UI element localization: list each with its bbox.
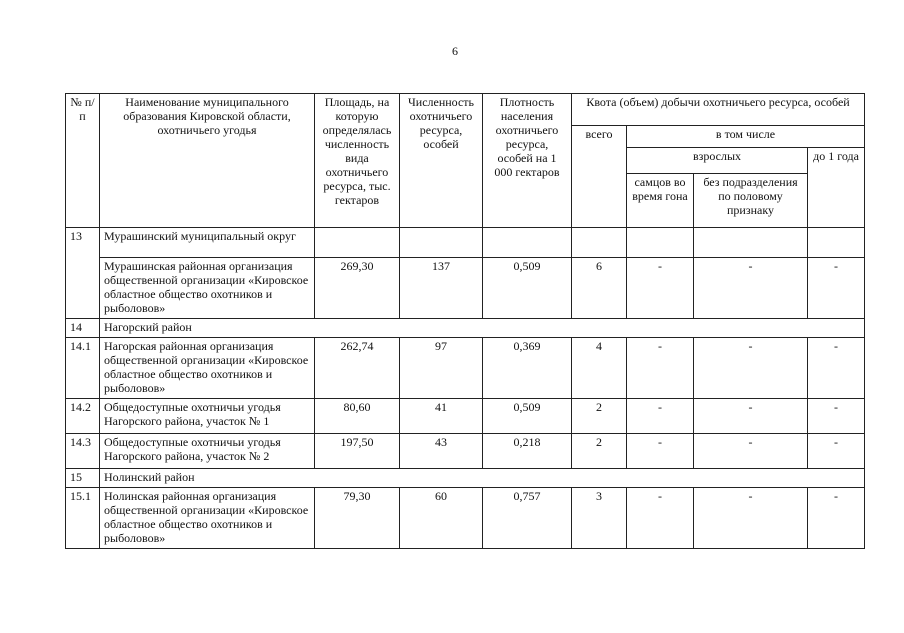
cell-area — [315, 228, 400, 258]
header-count: Численность охотничьего ресурса, особей — [400, 94, 483, 228]
cell-total: 2 — [572, 434, 627, 469]
page-number: 6 — [452, 44, 458, 58]
cell-density: 0,757 — [483, 488, 572, 549]
cell-nosex — [694, 228, 808, 258]
cell-males — [627, 228, 694, 258]
cell-num: 14 — [66, 319, 100, 338]
header-total: всего — [572, 126, 627, 228]
header-quota: Квота (объем) добычи охотничьего ресурса, особей — [572, 94, 865, 126]
cell-males: - — [627, 258, 694, 319]
cell-young: - — [808, 258, 865, 319]
cell-num: 13 — [66, 228, 100, 319]
cell-name: Мурашинская районная организация общественной организации «Кировское областное общество охотников и рыболовов» — [100, 258, 315, 319]
table-header — [66, 94, 865, 228]
cell-count: 60 — [400, 488, 483, 549]
cell-name: Нагорский район — [100, 319, 865, 338]
cell-name: Мурашинский муниципальный округ — [100, 228, 315, 258]
cell-area: 79,30 — [315, 488, 400, 549]
table-row — [66, 338, 865, 399]
header-adults: взрослых — [627, 148, 808, 174]
header-num: № п/п — [66, 94, 100, 228]
cell-young: - — [808, 399, 865, 434]
cell-name: Общедоступные охотничьи угодья Нагорского района, участок № 2 — [100, 434, 315, 469]
cell-males: - — [627, 488, 694, 549]
cell-density: 0,509 — [483, 399, 572, 434]
cell-total: 3 — [572, 488, 627, 549]
cell-num: 14.3 — [66, 434, 100, 469]
cell-num: 15.1 — [66, 488, 100, 549]
header-including: в том числе — [627, 126, 865, 148]
cell-count: 137 — [400, 258, 483, 319]
header-name: Наименование муниципального образования Кировской области, охотничьего угодья — [100, 94, 315, 228]
cell-num: 14.1 — [66, 338, 100, 399]
table-row — [66, 319, 865, 338]
header-no-sex: без подразделения по половому признаку — [694, 174, 808, 228]
header-area: Площадь, на которую определялась численность вида охотничьего ресурса, тыс. гектаров — [315, 94, 400, 228]
cell-young: - — [808, 434, 865, 469]
cell-males: - — [627, 338, 694, 399]
table-row — [66, 434, 865, 469]
header-males-rut: самцов во время гона — [627, 174, 694, 228]
cell-total: 4 — [572, 338, 627, 399]
cell-total — [572, 228, 627, 258]
cell-name: Нагорская районная организация общественной организации «Кировское областное общество охотников и рыболовов» — [100, 338, 315, 399]
cell-area: 197,50 — [315, 434, 400, 469]
cell-nosex: - — [694, 434, 808, 469]
cell-nosex: - — [694, 258, 808, 319]
cell-density: 0,509 — [483, 258, 572, 319]
cell-count: 97 — [400, 338, 483, 399]
cell-nosex: - — [694, 338, 808, 399]
cell-name: Нолинский район — [100, 469, 865, 488]
cell-nosex: - — [694, 488, 808, 549]
table-body — [66, 228, 865, 549]
table-row — [66, 469, 865, 488]
cell-num: 14.2 — [66, 399, 100, 434]
cell-density: 0,218 — [483, 434, 572, 469]
table-row — [66, 258, 865, 319]
cell-density: 0,369 — [483, 338, 572, 399]
cell-young — [808, 228, 865, 258]
cell-count: 41 — [400, 399, 483, 434]
header-under-year: до 1 года — [808, 148, 865, 228]
cell-num: 15 — [66, 469, 100, 488]
cell-area: 80,60 — [315, 399, 400, 434]
cell-area: 262,74 — [315, 338, 400, 399]
cell-name: Нолинская районная организация общественной организации «Кировское областное общество охотников и рыболовов» — [100, 488, 315, 549]
cell-count — [400, 228, 483, 258]
table-row — [66, 488, 865, 549]
cell-total: 2 — [572, 399, 627, 434]
cell-males: - — [627, 399, 694, 434]
cell-name: Общедоступные охотничьи угодья Нагорского района, участок № 1 — [100, 399, 315, 434]
cell-density — [483, 228, 572, 258]
quota-table — [65, 93, 865, 549]
cell-young: - — [808, 338, 865, 399]
table-row — [66, 399, 865, 434]
cell-area: 269,30 — [315, 258, 400, 319]
table-row — [66, 228, 865, 258]
cell-males: - — [627, 434, 694, 469]
cell-nosex: - — [694, 399, 808, 434]
cell-total: 6 — [572, 258, 627, 319]
cell-count: 43 — [400, 434, 483, 469]
cell-young: - — [808, 488, 865, 549]
header-density: Плотность населения охотничьего ресурса, особей на 1 000 гектаров — [483, 94, 572, 228]
